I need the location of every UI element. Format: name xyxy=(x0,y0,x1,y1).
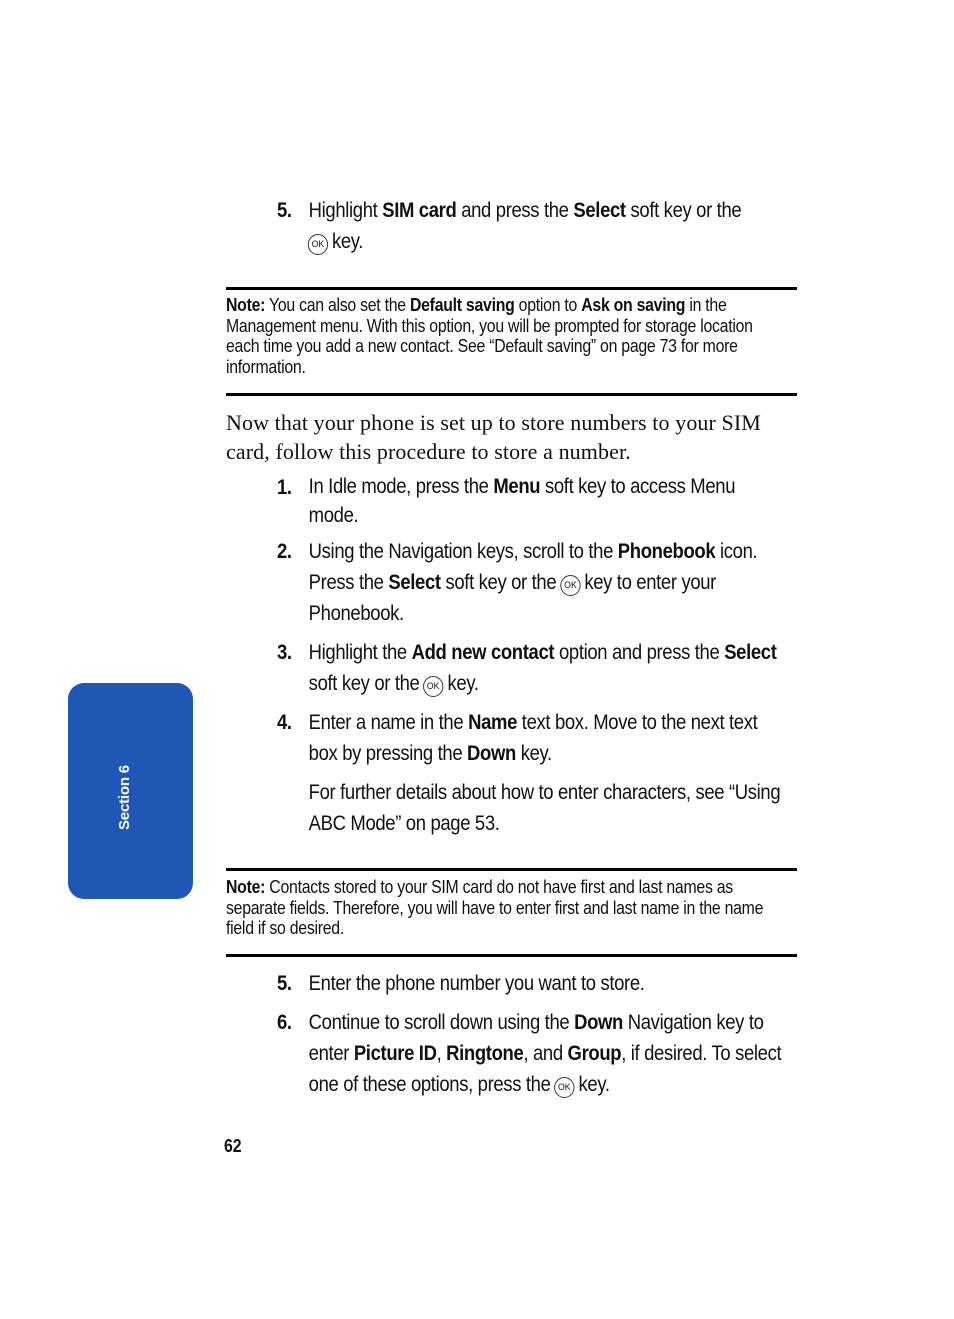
intro-paragraph: Now that your phone is set up to store numbers to your SIM card, follow this procedure to store a number. xyxy=(226,410,761,464)
ok-key-icon: OK xyxy=(308,234,328,255)
step-number: 6. xyxy=(277,1011,292,1034)
note2-bottom-rule xyxy=(226,954,797,957)
ok-key-icon: OK xyxy=(560,575,580,596)
ok-key-icon: OK xyxy=(423,676,443,697)
note2-top-rule xyxy=(226,868,797,871)
step-number: 3. xyxy=(277,641,292,664)
note-default-saving: Note: You can also set the Default saving option to Ask on saving in the Management menu. With this option, you will be prompted for storage location each time you add a new contact. See “Default saving” on page 73 for more information. xyxy=(226,295,753,377)
ok-key-icon: OK xyxy=(554,1077,574,1098)
step-4-detail: For further details about how to enter characters, see “Using ABC Mode” on page 53. xyxy=(308,781,781,835)
step-number: 1. xyxy=(277,476,292,499)
section-tab-label: Section 6 xyxy=(116,765,133,830)
step-number: 2. xyxy=(277,540,292,563)
note-sim-names: Note: Contacts stored to your SIM card do not have first and last names as separate fields. Therefore, you will have to enter first and last name in the name field if so desired. xyxy=(226,877,764,938)
step-number: 5. xyxy=(277,972,292,995)
step-number: 5. xyxy=(277,199,292,222)
step-number: 4. xyxy=(277,711,292,734)
note-top-rule xyxy=(226,287,797,290)
page-number: 62 xyxy=(224,1136,242,1156)
note-bottom-rule xyxy=(226,393,797,396)
